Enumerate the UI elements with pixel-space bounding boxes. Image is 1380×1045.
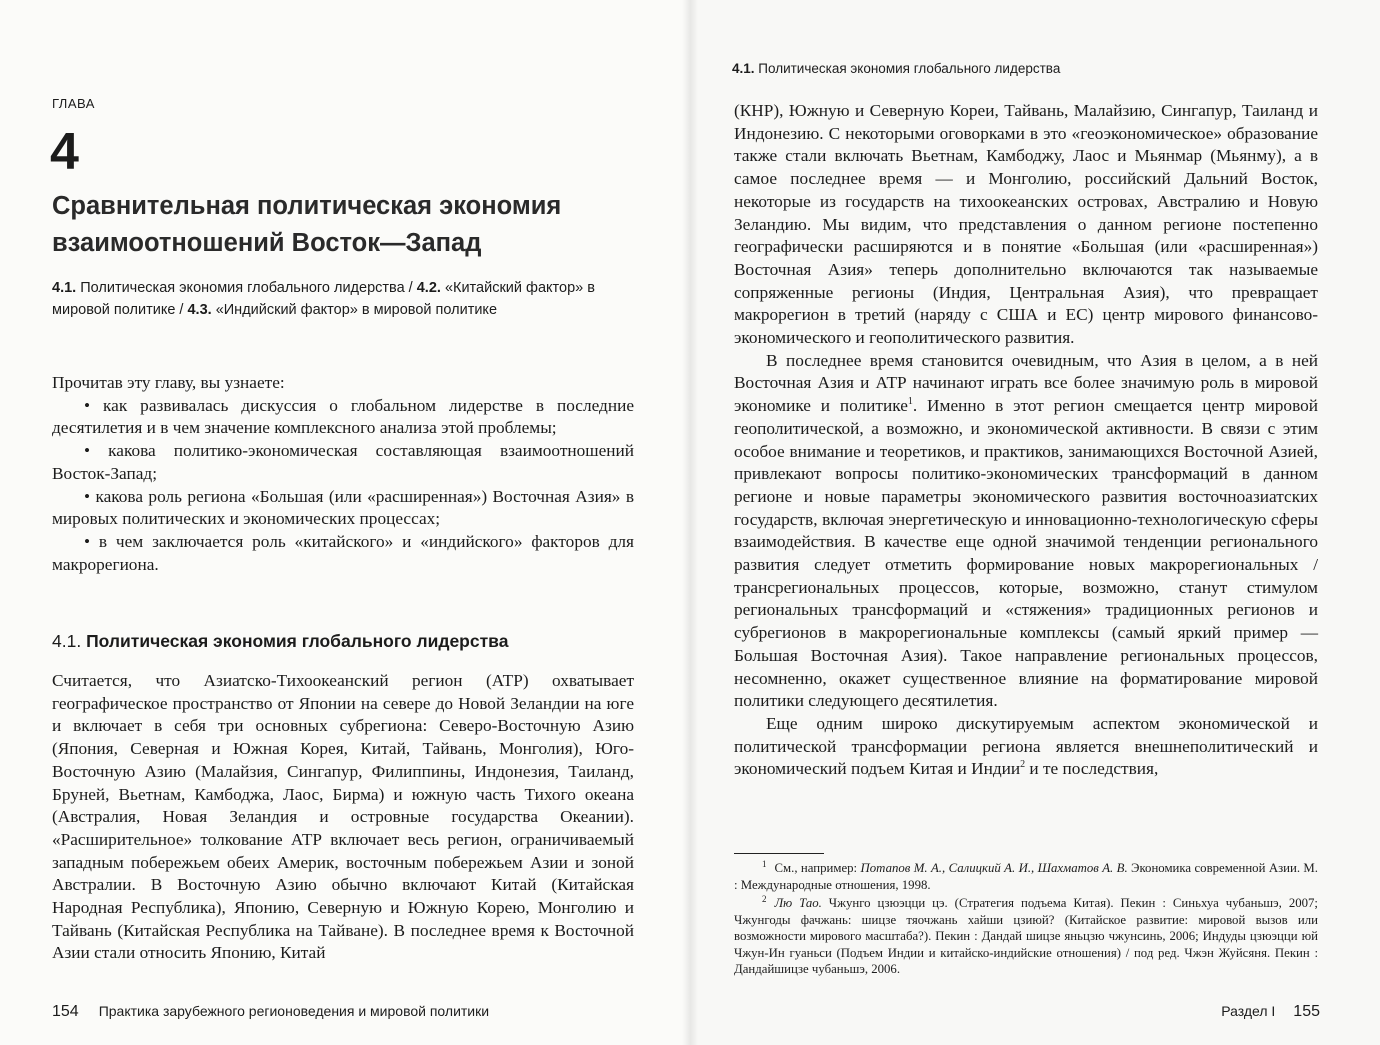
paragraph-text: Еще одним широко дискутируемым аспектом экономической и политической трансформации региона является внешнеполитический и экономический подъем Китая и Индии: [734, 713, 1318, 779]
footnote-ref: 1: [907, 396, 913, 408]
chapter-intro: [52, 372, 634, 576]
paragraph: (КНР), Южную и Северную Кореи, Тайвань, Малайзию, Сингапур, Таиланд и Индонезию. С некоторыми оговорками в это «геоэкономическое» образование также стали включать Вьетнам, Камбоджу, Лаос и Мьянмар (Мьянму), а в самое последнее время — и Монголию, российский Дальний Восток, некоторые из государств на тихоокеанских островах, Австралию и Новую Зеландию. Мы видим, что представления о данном регионе постепенно географически расширяются и в понятие «Большая (или «расширенная») Восточная Азия» теперь дополнительно включаются так называемые сопряженные регионы (Индия, Центральная Азия), что превращает макрорегион в третий (наряду с США и ЕС) центр мирового финансово-экономического и геополитического развития.: [734, 101, 1318, 348]
right-page-body: [734, 100, 1318, 781]
footnote-text: Экономика современной Азии. М. : Международные отношения, 1998.: [734, 861, 1318, 892]
paragraph-text: В последнее время становится очевидным, что Азия в целом, а в ней Восточная Азия и АТР начинают играть все более значимую роль в мировой экономике и политике: [734, 350, 1318, 416]
section-paragraph: Считается, что Азиатско-Тихоокеанский регион (АТР) охватывает географическое пространство от Японии на севере до Новой Зеландии на юге и включает в себя три основных субрегиона: Северо-Восточную Азию (Япония, Северная и Южная Корея, Китай, Тайвань, Монголия), Юго-Восточную Азию (Малайзия, Сингапур, Филиппины, Индонезия, Таиланд, Бруней, Вьетнам, Камбоджа, Лаос, Бирма) и южную часть Тихого океана (Австралия, Новая Зеландия и островные государства Океании). «Расширительное» толкование АТР включает весь регион, ограничиваемый западным побережьем обеих Америк, восточным побережьем Азии и зоной Австралии. В Восточную Азию обычно включают Китай (Китайская Народная Республика), Японию, Северную и Южную Корею, Монголию и Тайвань (Китайская Республика на Тайване). В последнее время к Восточной Азии стали относить Японию, Китай: [52, 671, 634, 963]
footnote: [734, 895, 1318, 978]
book-gutter: [682, 0, 698, 1045]
section-heading-text: Политическая экономия глобального лидерства: [81, 631, 509, 651]
chapter-label: ГЛАВА: [52, 96, 95, 111]
section-heading-number: 4.1.: [52, 631, 82, 651]
footnote-text: См., например:: [774, 861, 861, 875]
section-heading: [52, 631, 508, 652]
footnote-text: Чжунго цзюэцци цэ. (Стратегия подъема Китая). Пекин : Синьхуа чубаньшэ, 2007; Чжунгоды фачжань: шицзе тяочжань хайши цзиюй? (Китайское развитие: мировой вызов или возможности мирового масштаба?). Пекин : Дандай шицзе яньцзю чжунсинь, 2006; Индуды цзюэцци юй Чжун-Ин гуаньси (Подъем Индии и китайско-индийские отношения) / под ред. Чжэн Жуйсяня. Пекин : Дандайшицзе чубаньшэ, 2006.: [734, 896, 1318, 976]
book-title: Практика зарубежного регионоведения и мировой политики: [98, 1003, 490, 1019]
footnotes: [734, 860, 1318, 980]
footnote-number: 1: [762, 858, 767, 869]
running-head: [732, 61, 1060, 76]
chapter-number: 4: [50, 123, 79, 181]
chapter-title: [52, 188, 652, 262]
footnote-number: 2: [762, 893, 767, 904]
chapter-title-line: взаимоотношений Восток—Запад: [52, 229, 482, 257]
chapter-contents: [52, 277, 652, 321]
page-footer: [52, 1003, 489, 1021]
contents-item-number: 4.2.: [416, 280, 441, 296]
contents-item-text: «Китайский фактор» в мировой политике /: [52, 280, 595, 318]
footnote-ref: 2: [1020, 759, 1026, 771]
contents-item-number: 4.3.: [187, 302, 212, 318]
contents-item-number: 4.1.: [52, 280, 77, 296]
contents-item-text: «Индийский фактор» в мировой политике: [211, 302, 498, 318]
running-head-number: 4.1.: [732, 61, 755, 76]
footnote: [734, 860, 1318, 893]
paragraph: [734, 713, 1318, 781]
page-number: 154: [52, 1003, 79, 1020]
intro-bullet: • в чем заключается роль «китайского» и «индийского» факторов для макрорегиона.: [52, 531, 634, 574]
page-number: 155: [1293, 1003, 1320, 1020]
intro-bullet: • какова политико-экономическая составляющая взаимоотношений Восток-Запад;: [52, 441, 634, 483]
paragraph-text: . Именно в этот регион смещается центр мировой геополитической, а возможно, и экономической активности. В связи с этим особое внимание и теоретиков, и практиков, занимающихся Восточной Азией, привлекают вопросы политико-экономических трансформаций в данном регионе и новые параметры экономического развития восточноазиатских государств, включая энергетическую и инновационно-технологическую сферы взаимодействия. В качестве еще одной значимой тенденции регионального развития следует отметить формирование новых макрорегиональных / трансрегиональных процессов, которые, возможно, станут стимулом региональных трансформаций и «стяжения» традиционных регионов и субрегионов в макрорегиональные комплексы (самый яркий пример — Большая Восточная Азия). Такое направление региональных процессов, несомненно, окажет существенное влияние на форматирование мировой политики следующего десятилетия.: [734, 396, 1319, 711]
page-footer: [1221, 1003, 1320, 1021]
intro-bullet: • как развивалась дискуссия о глобальном лидерстве в последние десятилетия и в чем значение комплексного анализа этой проблемы;: [52, 395, 634, 438]
footnote-authors: Потапов М. А., Салицкий А. И., Шахматов А. В.: [860, 861, 1128, 875]
paragraph: [734, 350, 1318, 713]
intro-bullet: • какова роль региона «Большая (или «расширенная») Восточная Азия» в мировых политических и экономических процессах;: [52, 486, 634, 529]
intro-lead: Прочитав эту главу, вы узнаете:: [52, 373, 285, 392]
contents-item-text: Политическая экономия глобального лидерства /: [76, 280, 417, 296]
right-page: [690, 0, 1380, 1045]
paragraph-text: и те последствия,: [1025, 759, 1159, 779]
running-head-text: Политическая экономия глобального лидерства: [754, 61, 1061, 76]
chapter-title-line: Сравнительная политическая экономия: [52, 192, 562, 220]
footnote-divider: [734, 853, 824, 854]
section-label: Раздел I: [1221, 1003, 1276, 1019]
footnote-authors: Лю Тао.: [774, 896, 822, 910]
